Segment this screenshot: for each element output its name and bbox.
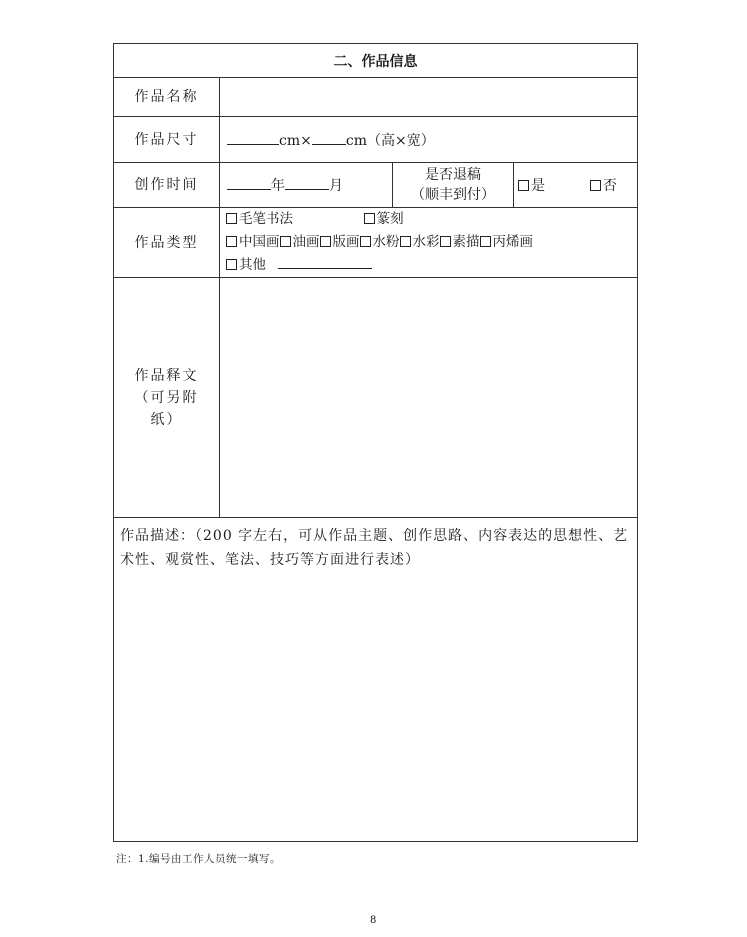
artwork-text-field[interactable] [220, 278, 638, 518]
type-other-blank[interactable] [278, 254, 372, 269]
return-yes-checkbox[interactable] [518, 180, 529, 191]
type-watercolor-checkbox[interactable] [400, 236, 411, 247]
return-manuscript-label [393, 163, 514, 208]
size-unit-2: cm（高×宽） [345, 132, 435, 149]
artwork-size-field[interactable] [220, 117, 638, 163]
type-row-2 [226, 231, 637, 254]
type-printmaking-checkbox[interactable] [320, 236, 331, 247]
type-chinese-painting-label: 中国画 [239, 234, 280, 250]
artwork-size-label: 作品尺寸 [114, 117, 220, 163]
artwork-info-form [113, 43, 638, 842]
text-label-line3: 纸） [150, 411, 183, 428]
type-gouache-label: 水粉 [372, 234, 400, 250]
return-no-label: 否 [602, 178, 617, 194]
month-unit: 月 [329, 178, 343, 194]
type-sketch-checkbox[interactable] [440, 236, 451, 247]
return-options [514, 163, 638, 208]
section-title: 二、作品信息 [114, 44, 638, 78]
return-no-checkbox[interactable] [590, 180, 601, 191]
type-seal-carving-checkbox[interactable] [364, 213, 375, 224]
type-other-checkbox[interactable] [226, 259, 237, 270]
artwork-type-label: 作品类型 [114, 208, 220, 278]
type-acrylic-label: 丙烯画 [492, 234, 533, 250]
type-oil-painting-checkbox[interactable] [280, 236, 291, 247]
type-row-3 [226, 254, 637, 277]
type-acrylic-checkbox[interactable] [480, 236, 491, 247]
year-blank[interactable] [227, 175, 271, 190]
creation-time-label: 创作时间 [114, 163, 220, 208]
width-blank[interactable] [312, 130, 346, 145]
height-blank[interactable] [227, 130, 279, 145]
footer-note: 注：1.编号由工作人员统一填写。 [116, 853, 282, 865]
type-oil-painting-label: 油画 [292, 234, 320, 250]
artwork-text-label [114, 278, 220, 518]
return-label-line2: （顺丰到付） [411, 187, 495, 203]
artwork-description-prompt: 作品描述：（200 字左右，可从作品主题、创作思路、内容表达的思想性、艺术性、观赏性、笔法、技巧等方面进行表述） [120, 528, 629, 568]
return-yes-label: 是 [531, 178, 545, 194]
text-label-line2: （可另附 [134, 389, 199, 406]
artwork-name-field[interactable] [220, 78, 638, 117]
type-calligraphy-label: 毛笔书法 [239, 211, 293, 227]
artwork-name-label: 作品名称 [114, 78, 220, 117]
type-seal-carving-label: 篆刻 [376, 211, 404, 227]
type-gouache-checkbox[interactable] [360, 236, 371, 247]
text-label-line1: 作品释文 [134, 367, 199, 384]
type-calligraphy-checkbox[interactable] [226, 213, 237, 224]
type-chinese-painting-checkbox[interactable] [226, 236, 237, 247]
type-row-1 [226, 208, 637, 231]
type-sketch-label: 素描 [452, 234, 480, 250]
month-blank[interactable] [285, 175, 329, 190]
size-unit-1: cm× [279, 132, 312, 149]
type-watercolor-label: 水彩 [412, 234, 440, 250]
artwork-type-options [220, 208, 638, 278]
year-unit: 年 [271, 178, 285, 194]
page-number: 8 [370, 915, 377, 926]
type-other-label: 其他 [239, 257, 266, 273]
return-label-line1: 是否退稿 [425, 167, 481, 183]
artwork-description-field[interactable] [114, 518, 638, 842]
creation-time-field[interactable] [220, 163, 393, 208]
type-printmaking-label: 版画 [332, 234, 360, 250]
